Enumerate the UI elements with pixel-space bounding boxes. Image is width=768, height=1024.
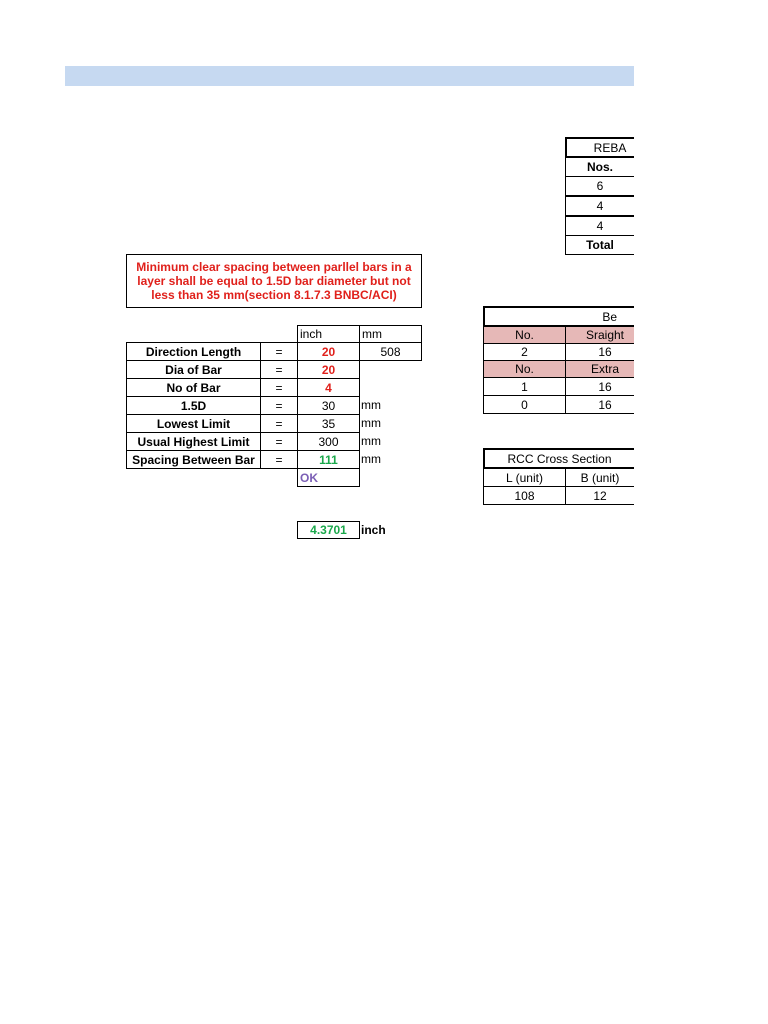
beam-header-straight: Sraight — [565, 326, 645, 344]
rebar-row: 4 — [565, 216, 635, 236]
row-label-lowest-limit: Lowest Limit — [126, 414, 261, 433]
unit-mm-header: mm — [359, 325, 422, 343]
beam-cell: 1 — [483, 377, 566, 396]
rebar-header-nos: Nos. — [565, 157, 635, 177]
row-label-usual-highest-limit: Usual Highest Limit — [126, 432, 261, 451]
row-label-direction-length: Direction Length — [126, 342, 261, 361]
usual-highest-limit-unit: mm — [361, 434, 381, 448]
1-5d-value: 30 — [297, 396, 360, 415]
status-ok: OK — [297, 468, 360, 487]
beam-title: Be — [483, 306, 653, 327]
row-label-no-of-bar: No of Bar — [126, 378, 261, 397]
rcc-value-b: 12 — [565, 486, 635, 505]
direction-length-value[interactable]: 20 — [297, 342, 360, 361]
lowest-limit-unit: mm — [361, 416, 381, 430]
row-label-spacing-between-bar: Spacing Between Bar — [126, 450, 261, 469]
row-eq: = — [260, 450, 298, 469]
no-of-bar-value[interactable]: 4 — [297, 378, 360, 397]
row-label-1-5d: 1.5D — [126, 396, 261, 415]
beam-cell: 16 — [565, 343, 645, 361]
beam-header-extra: Extra — [565, 360, 645, 378]
spacing-note: Minimum clear spacing between parllel bars in a layer shall be equal to 1.5D bar diameter but not less than 35 mm(section 8.1.7.3 BNBC/ACI) — [126, 254, 422, 308]
row-eq: = — [260, 414, 298, 433]
rcc-header-b: B (unit) — [565, 468, 635, 487]
rebar-total: Total — [565, 235, 635, 255]
beam-cell: 0 — [483, 395, 566, 414]
rcc-title: RCC Cross Section — [483, 448, 636, 469]
beam-header-no: No. — [483, 326, 566, 344]
direction-length-mm: 508 — [359, 342, 422, 361]
beam-header-no-2: No. — [483, 360, 566, 378]
row-eq: = — [260, 342, 298, 361]
title-banner — [65, 66, 634, 86]
spacing-between-bar-unit: mm — [361, 452, 381, 466]
unit-inch-header: inch — [297, 325, 360, 343]
row-eq: = — [260, 360, 298, 379]
dia-of-bar-value[interactable]: 20 — [297, 360, 360, 379]
rebar-row: 4 — [565, 196, 635, 216]
result-value: 4.3701 — [297, 521, 360, 539]
lowest-limit-value: 35 — [297, 414, 360, 433]
page-clip — [634, 0, 768, 1024]
result-unit: inch — [361, 523, 386, 537]
row-eq: = — [260, 378, 298, 397]
row-eq: = — [260, 396, 298, 415]
usual-highest-limit-value: 300 — [297, 432, 360, 451]
beam-cell: 2 — [483, 343, 566, 361]
rcc-value-l: 108 — [483, 486, 566, 505]
rebar-row: 6 — [565, 176, 635, 196]
1-5d-unit: mm — [361, 398, 381, 412]
row-eq: = — [260, 432, 298, 451]
spacing-between-bar-value: 111 — [297, 450, 360, 469]
beam-cell: 16 — [565, 377, 645, 396]
row-label-dia-of-bar: Dia of Bar — [126, 360, 261, 379]
beam-cell: 16 — [565, 395, 645, 414]
rebar-title: REBA — [565, 137, 655, 158]
rcc-header-l: L (unit) — [483, 468, 566, 487]
